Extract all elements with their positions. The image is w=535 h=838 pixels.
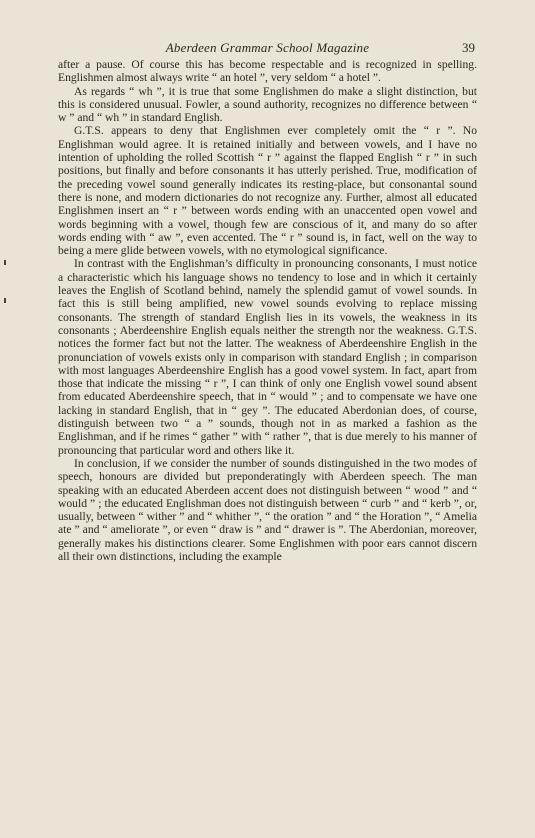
running-head — [60, 40, 475, 56]
margin-mark — [4, 298, 6, 303]
paragraph: after a pause. Of course this has become respectable and is recognized in spelling. Englishmen almost always write “ an hotel ”, very seldom “ a hotel ”. — [58, 58, 477, 85]
running-title: Aberdeen Grammar School Magazine — [165, 40, 370, 55]
margin-mark — [4, 260, 6, 265]
page-number: 39 — [462, 40, 475, 55]
paragraph: G.T.S. appears to deny that Englishmen ever completely omit the “ r ”. No Englishman would agree. It is retained initially and between vowels, and I have no intention of upholding the rolled Scottish “ r ” against the flapped English “ r ” in such positions, but finally and before consonants it has utterly perished. True, modification of the preceding vowel sound generally indicates its resting-place, but consonantal sound there is none, and modern dictionaries do not recognize any. Further, almost all educated Englishmen insert an “ r ” between words ending with an unaccented open vowel and words beginning with a vowel, though few are conscious of it, and many do so after words ending with “ aw ”, even accented. The “ r ” sound is, in fact, well on the way to being a mere glide between vowels, with no etymological significance. — [58, 124, 477, 258]
paragraph: As regards “ wh ”, it is true that some Englishmen do make a slight distinction, but this is considered unusual. Fowler, a sound authority, recognizes no difference between “ w ” and “ wh ” in standard English. — [58, 84, 477, 125]
body-text — [58, 58, 477, 563]
paragraph: In conclusion, if we consider the number of sounds distinguished in the two modes of speech, honours are divided but preponderatingly with Aberdeen speech. The man speaking with an educated Aberdeen accent does not distinguish between “ wood ” and “ would ” ; the educated Englishman does not distinguish between “ curb ” and “ kerb ”, or, usually, between “ wither ” and “ whither ”, “ the oration ” and “ the Horation ”, “ Amelia ate ” and “ ameliorate ”, or even “ draw is ” and “ drawer is ”. The Aberdonian, moreover, generally makes his distinctions clearer. Some Englishmen with poor ears cannot discern all their own distinctions, including the example — [58, 456, 477, 563]
paragraph: In contrast with the Englishman’s difficulty in pronouncing consonants, I must notice a characteristic which his language shows no tendency to lose and in which it certainly leaves the English of Scotland behind, namely the splendid gamut of vowel sounds. In fact this is still being amplified, new vowel sounds evolving to replace missing consonants. The strength of standard English lies in its vowels, the weakness in its consonants ; Aberdeenshire English equals neither the strength nor the weakness. G.T.S. notices the former fact but not the latter. The weakness of Aberdeenshire English in the pronunciation of vowels exists only in comparison with standard English ; in comparison with most languages Aberdeenshire English has a good vowel system. In fact, apart from those that indicate the missing “ r ”, I can think of only one English vowel sound absent from educated Aberdeenshire speech, that in “ would ” ; and to compensate we have one lacking in standard English, that in “ gey ”. The educated Aberdonian does, of course, distinguish between two “ a ” sounds, though not in as marked a fashion as the Englishman, and if he rimes “ gather ” with “ rather ”, that is due merely to his manner of pronouncing that particular word and others like it. — [58, 257, 477, 457]
